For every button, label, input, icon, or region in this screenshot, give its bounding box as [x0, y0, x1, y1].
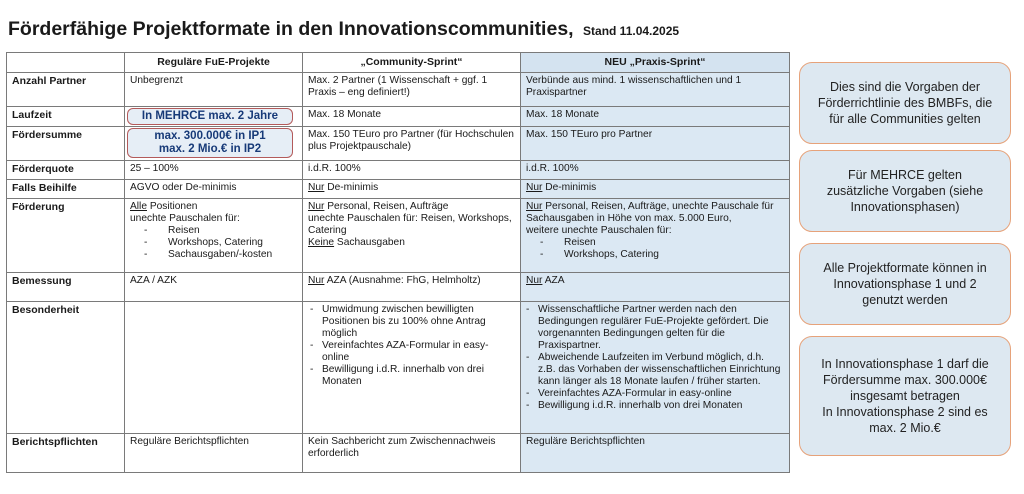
row-label-beihilfe: Falls Beihilfe	[7, 180, 125, 199]
underline-alle: Alle	[130, 201, 147, 212]
cell-community-foerderung	[303, 199, 521, 273]
table-row	[7, 180, 790, 199]
praxis-besonderheit-list	[526, 304, 784, 412]
cell-community-laufzeit: Max. 18 Monate	[303, 107, 521, 127]
row-label-laufzeit: Laufzeit	[7, 107, 125, 127]
header-fue: Reguläre FuE-Projekte	[125, 53, 303, 73]
cell-fue-quote: 25 – 100%	[125, 161, 303, 180]
underline-nur: Nur	[308, 275, 325, 286]
note-box-mehrce	[799, 150, 1011, 232]
cell-fue-partner: Unbegrenzt	[125, 73, 303, 107]
list-item: - Reisen	[536, 237, 784, 249]
cell-praxis-bemessung	[521, 273, 790, 302]
row-label-partner: Anzahl Partner	[7, 73, 125, 107]
summe-ip1: max. 300.000€ in IP1	[154, 130, 266, 142]
list-item: - Workshops, Catering	[140, 237, 297, 249]
cell-fue-bericht: Reguläre Berichtspflichten	[125, 434, 303, 473]
row-label-foerderung: Förderung	[7, 199, 125, 273]
highlight-laufzeit: In MEHRCE max. 2 Jahre	[127, 108, 293, 125]
underline-nur: Nur	[526, 182, 543, 193]
cell-community-besonderheit	[303, 302, 521, 434]
table-row	[7, 302, 790, 434]
row-label-bericht: Berichtspflichten	[7, 434, 125, 473]
cell-praxis-laufzeit: Max. 18 Monate	[521, 107, 790, 127]
header-praxis: NEU „Praxis-Sprint“	[521, 53, 790, 73]
cell-praxis-besonderheit	[521, 302, 790, 434]
cell-community-bericht: Kein Sachbericht zum Zwischennachweis erforderlich	[303, 434, 521, 473]
note-text: In Innovationsphase 1 darf die Fördersumme max. 300.000€ insgesamt betragen In Innovationsphase 2 sind es max. 2 Mio.€	[821, 357, 989, 435]
page-title	[8, 18, 679, 41]
text-rest: De-minimis	[324, 182, 379, 193]
text-rest: AZA (Ausnahme: FhG, Helmholtz)	[324, 275, 481, 286]
highlight-summe	[127, 128, 293, 158]
format-table	[6, 52, 790, 473]
text-rest: Personal, Reisen, Aufträge	[324, 201, 449, 212]
list-item: - Vereinfachtes AZA-Formular in easy-online	[526, 388, 784, 400]
cell-praxis-quote: i.d.R. 100%	[521, 161, 790, 180]
cell-praxis-partner: Verbünde aus mind. 1 wissenschaftlichen und 1 Praxispartner	[521, 73, 790, 107]
cell-praxis-beihilfe	[521, 180, 790, 199]
underline-keine: Keine	[308, 237, 335, 248]
title-text: Förderfähige Projektformate in den Innovationscommunities,	[8, 18, 574, 40]
list-item: - Bewilligung i.d.R. innerhalb von drei Monaten	[526, 400, 784, 412]
text-line: unechte Pauschalen für:	[130, 213, 240, 224]
cell-fue-besonderheit	[125, 302, 303, 434]
cell-fue-summe	[125, 127, 303, 161]
cell-community-quote: i.d.R. 100%	[303, 161, 521, 180]
cell-praxis-summe: Max. 150 TEuro pro Partner	[521, 127, 790, 161]
cell-community-summe: Max. 150 TEuro pro Partner (für Hochschulen plus Projektpauschale)	[303, 127, 521, 161]
text-rest: AZA	[542, 275, 565, 286]
table-row	[7, 273, 790, 302]
list-item: - Wissenschaftliche Partner werden nach den Bedingungen regulärer FuE-Projekte gefördert. Die vorgenannten Bedingungen gelten für die Praxispartner.	[526, 304, 784, 352]
cell-fue-beihilfe: AGVO oder De-minimis	[125, 180, 303, 199]
list-item: - Umwidmung zwischen bewilligten Positionen bis zu 100% ohne Antrag möglich	[310, 304, 515, 340]
cell-praxis-foerderung	[521, 199, 790, 273]
list-item: - Sachausgaben/-kosten	[140, 249, 297, 261]
row-label-besonderheit: Besonderheit	[7, 302, 125, 434]
summe-ip2: max. 2 Mio.€ in IP2	[158, 143, 262, 155]
list-item: - Vereinfachtes AZA-Formular in easy-online	[310, 340, 515, 364]
underline-nur: Nur	[526, 275, 543, 286]
underline-nur: Nur	[526, 201, 543, 212]
note-box-bmbf	[799, 62, 1011, 144]
cell-fue-laufzeit	[125, 107, 303, 127]
note-box-foerdersumme	[799, 336, 1011, 456]
table-row	[7, 161, 790, 180]
praxis-pauschalen-list	[526, 237, 784, 261]
list-item: - Bewilligung i.d.R. innerhalb von drei Monaten	[310, 364, 515, 388]
date-stamp: Stand 11.04.2025	[583, 24, 680, 38]
list-item: - Abweichende Laufzeiten im Verbund möglich, d.h. z.B. das Vorhaben der wissenschaftlichen Einrichtung kann länger als 18 Monate laufen / früher starten.	[526, 352, 784, 388]
row-label-summe: Fördersumme	[7, 127, 125, 161]
cell-community-partner: Max. 2 Partner (1 Wissenschaft + ggf. 1 Praxis – eng definiert!)	[303, 73, 521, 107]
community-besonderheit-list	[308, 304, 515, 388]
note-box-phasen	[799, 243, 1011, 325]
cell-praxis-bericht: Reguläre Berichtspflichten	[521, 434, 790, 473]
text-rest: De-minimis	[542, 182, 597, 193]
list-item: - Reisen	[140, 225, 297, 237]
text-line: weitere unechte Pauschalen für:	[526, 225, 672, 236]
fue-pauschalen-list	[130, 225, 297, 261]
list-item: - Workshops, Catering	[536, 249, 784, 261]
table-row	[7, 199, 790, 273]
note-text: Für MEHRCE gelten zusätzliche Vorgaben (siehe Innovationsphasen)	[826, 168, 984, 214]
table-row	[7, 73, 790, 107]
underline-nur: Nur	[308, 182, 325, 193]
header-community: „Community-Sprint“	[303, 53, 521, 73]
note-text: Alle Projektformate können in Innovationsphase 1 und 2 genutzt werden	[823, 261, 987, 307]
text-line: unechte Pauschalen für: Reisen, Workshops, Catering	[308, 213, 512, 236]
table-row	[7, 107, 790, 127]
table-row	[7, 127, 790, 161]
row-label-bemessung: Bemessung	[7, 273, 125, 302]
text-rest: Positionen	[147, 201, 198, 212]
cell-community-bemessung	[303, 273, 521, 302]
text-rest: Sachausgaben	[334, 237, 405, 248]
underline-nur: Nur	[308, 201, 325, 212]
row-label-quote: Förderquote	[7, 161, 125, 180]
header-empty	[7, 53, 125, 73]
table-row	[7, 434, 790, 473]
header-row	[7, 53, 790, 73]
note-text: Dies sind die Vorgaben der Förderrichtlinie des BMBFs, die für alle Communities gelten	[817, 80, 993, 126]
text-rest: Personal, Reisen, Aufträge, unechte Pauschale für Sachausgaben in Höhe von max. 5.000 Euro,	[526, 201, 774, 224]
cell-fue-bemessung: AZA / AZK	[125, 273, 303, 302]
cell-community-beihilfe	[303, 180, 521, 199]
cell-fue-foerderung	[125, 199, 303, 273]
